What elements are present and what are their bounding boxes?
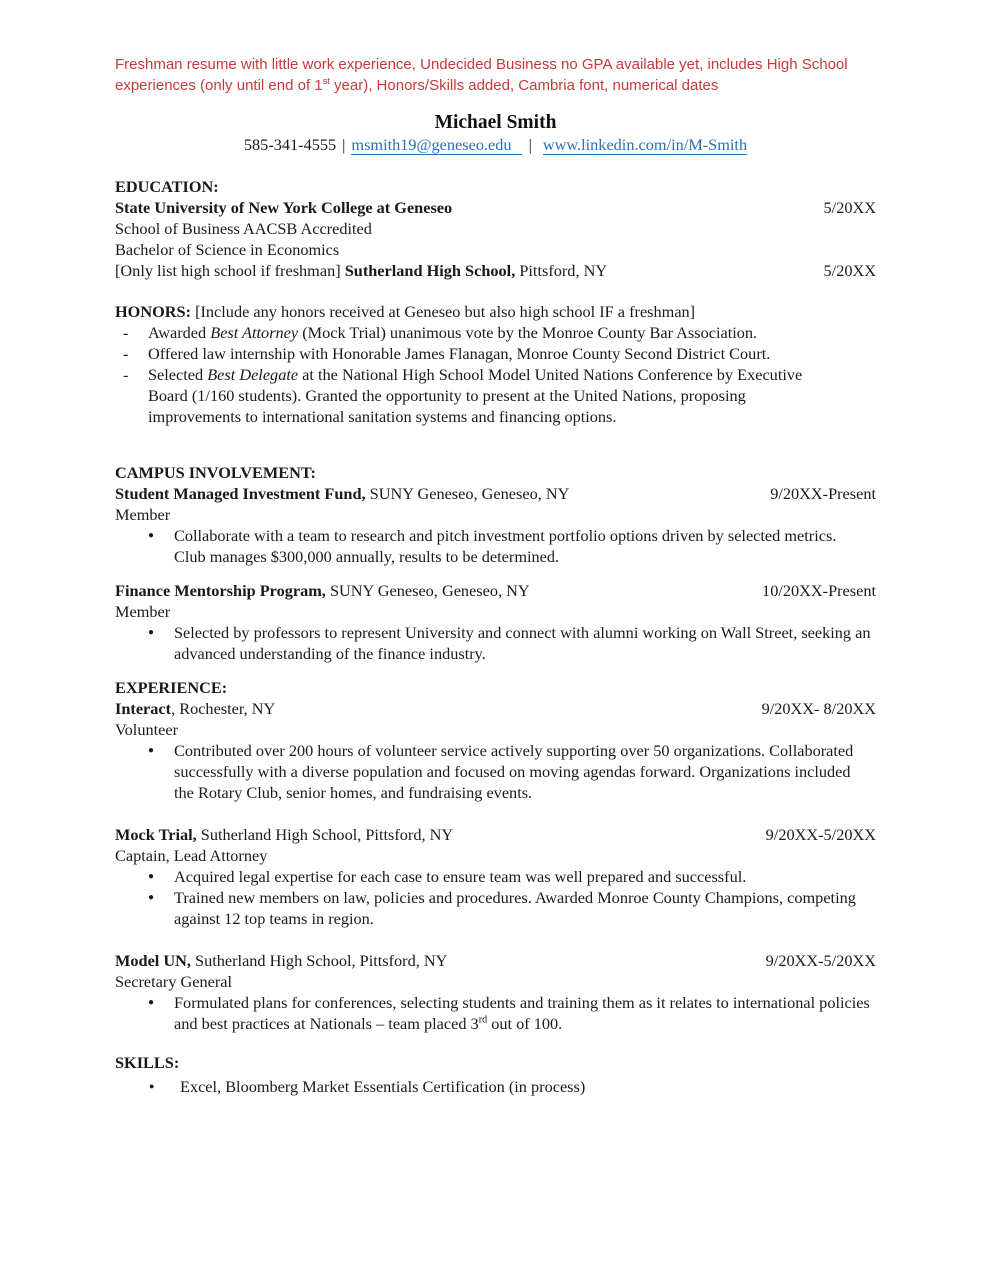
bullet-item: ● Contributed over 200 hours of volunteer service actively supporting over 50 organizations. Collaborated successfully with a diverse population and focused on moving agendas forward. Organizations included the Rotary Club, senior homes, and fundraising events. [115,740,876,803]
campus-entry-investment-fund [115,483,876,567]
highschool-date: 5/20XX [823,261,876,280]
note-text: Freshman resume with little work experience, Undecided Business no GPA available yet, includes High School experiences (only until end of 1 [115,56,848,94]
entry-role: Captain, Lead Attorney [115,846,268,865]
college-degree-line: Bachelor of Science in Economics [115,240,340,259]
campus-heading: CAMPUS INVOLVEMENT: [115,463,316,482]
entry-title: Student Managed Investment Fund, SUNY Geneseo, Geneseo, NY [115,484,570,503]
college-name: State University of New York College at Geneseo [115,198,453,217]
entry-role: Volunteer [115,720,179,739]
note-superscript: st [322,76,330,86]
entry-title: Finance Mentorship Program, SUNY Geneseo, Geneseo, NY [115,581,530,600]
email-link[interactable]: msmith19@geneseo.edu [351,135,521,155]
entry-role: Member [115,602,171,621]
skills-section [115,1052,876,1097]
skills-list [115,1076,876,1097]
campus-involvement-section [115,462,876,664]
skill-item: ● Excel, Bloomberg Market Essentials Certification (in process) [115,1076,876,1097]
entry-bullets [115,740,876,803]
highschool-name: [Only list high school if freshman] Sutherland High School, Pittsford, NY [115,261,608,280]
honors-section [115,301,876,427]
entry-title-row [115,950,876,971]
entry-bullets [115,525,876,567]
entry-date: 9/20XX- 8/20XX [761,699,876,718]
bullet-item: ● Acquired legal expertise for each case to ensure team was well prepared and successful. [115,866,876,887]
entry-bullets [115,622,876,664]
entry-date: 9/20XX-5/20XX [765,825,876,844]
entry-role: Member [115,505,171,524]
note-text-after: year), Honors/Skills added, Cambria font, numerical dates [329,77,719,94]
contact-line [115,134,876,155]
entry-title-row [115,824,876,845]
bullet-item: ● Collaborate with a team to research and pitch investment portfolio options driven by selected metrics. Club manages $300,000 annually, results to be determined. [115,525,876,567]
entry-date: 9/20XX-5/20XX [765,951,876,970]
experience-entry-mock-trial [115,824,876,929]
entry-date: 9/20XX-Present [770,484,876,503]
education-section [115,176,876,281]
honors-heading-note: [Include any honors received at Geneseo but also high school IF a freshman] [191,302,696,321]
experience-section [115,677,876,1034]
honors-item: - Selected Best Delegate at the National High School Model United Nations Conference by Executive Board (1/160 students). Granted the opportunity to present at the United Nations, proposing improvements to international sanitation systems and financing options. [115,364,876,427]
college-date: 5/20XX [823,198,876,217]
entry-title-row [115,483,876,504]
entry-title: Interact, Rochester, NY [115,699,276,718]
honors-item: - Awarded Best Attorney (Mock Trial) unanimous vote by the Monroe County Bar Association. [115,322,876,343]
honors-list [115,322,876,427]
honors-heading: HONORS: [115,302,191,321]
honors-item: - Offered law internship with Honorable James Flanagan, Monroe County Second District Court. [115,343,876,364]
freshman-annotation-note [115,54,860,96]
separator-pipe: | [528,135,532,154]
education-highschool-row [115,260,876,281]
phone-number: 585-341-4555 [243,135,337,154]
bullet-item: ● Trained new members on law, policies and procedures. Awarded Monroe County Champions, competing against 12 top teams in region. [115,887,876,929]
campus-entry-finance-mentorship [115,580,876,664]
experience-entry-interact [115,698,876,803]
entry-title: Mock Trial, Sutherland High School, Pittsford, NY [115,825,454,844]
entry-title: Model UN, Sutherland High School, Pittsford, NY [115,951,448,970]
entry-title-row [115,580,876,601]
college-school-line: School of Business AACSB Accredited [115,219,372,238]
separator-pipe: | [342,135,346,154]
entry-title-row [115,698,876,719]
entry-bullets [115,992,876,1034]
education-heading: EDUCATION: [115,177,219,196]
entry-role: Secretary General [115,972,233,991]
resume-name: Michael Smith [434,112,557,133]
bullet-item: ● Formulated plans for conferences, selecting students and training them as it relates to international policies and best practices at Nationals – team placed 3rd out of 100. [115,992,876,1034]
skills-heading: SKILLS: [115,1053,180,1072]
experience-heading: EXPERIENCE: [115,678,228,697]
experience-entry-model-un [115,950,876,1034]
linkedin-link[interactable]: www.linkedin.com/in/M-Smith [542,135,748,154]
honors-heading-line [115,301,876,322]
entry-date: 10/20XX-Present [762,581,876,600]
education-college-row [115,197,876,218]
entry-bullets [115,866,876,929]
bullet-item: ● Selected by professors to represent University and connect with alumni working on Wall Street, seeking an advanced understanding of the finance industry. [115,622,876,664]
ordinal-superscript: rd [478,1014,488,1026]
